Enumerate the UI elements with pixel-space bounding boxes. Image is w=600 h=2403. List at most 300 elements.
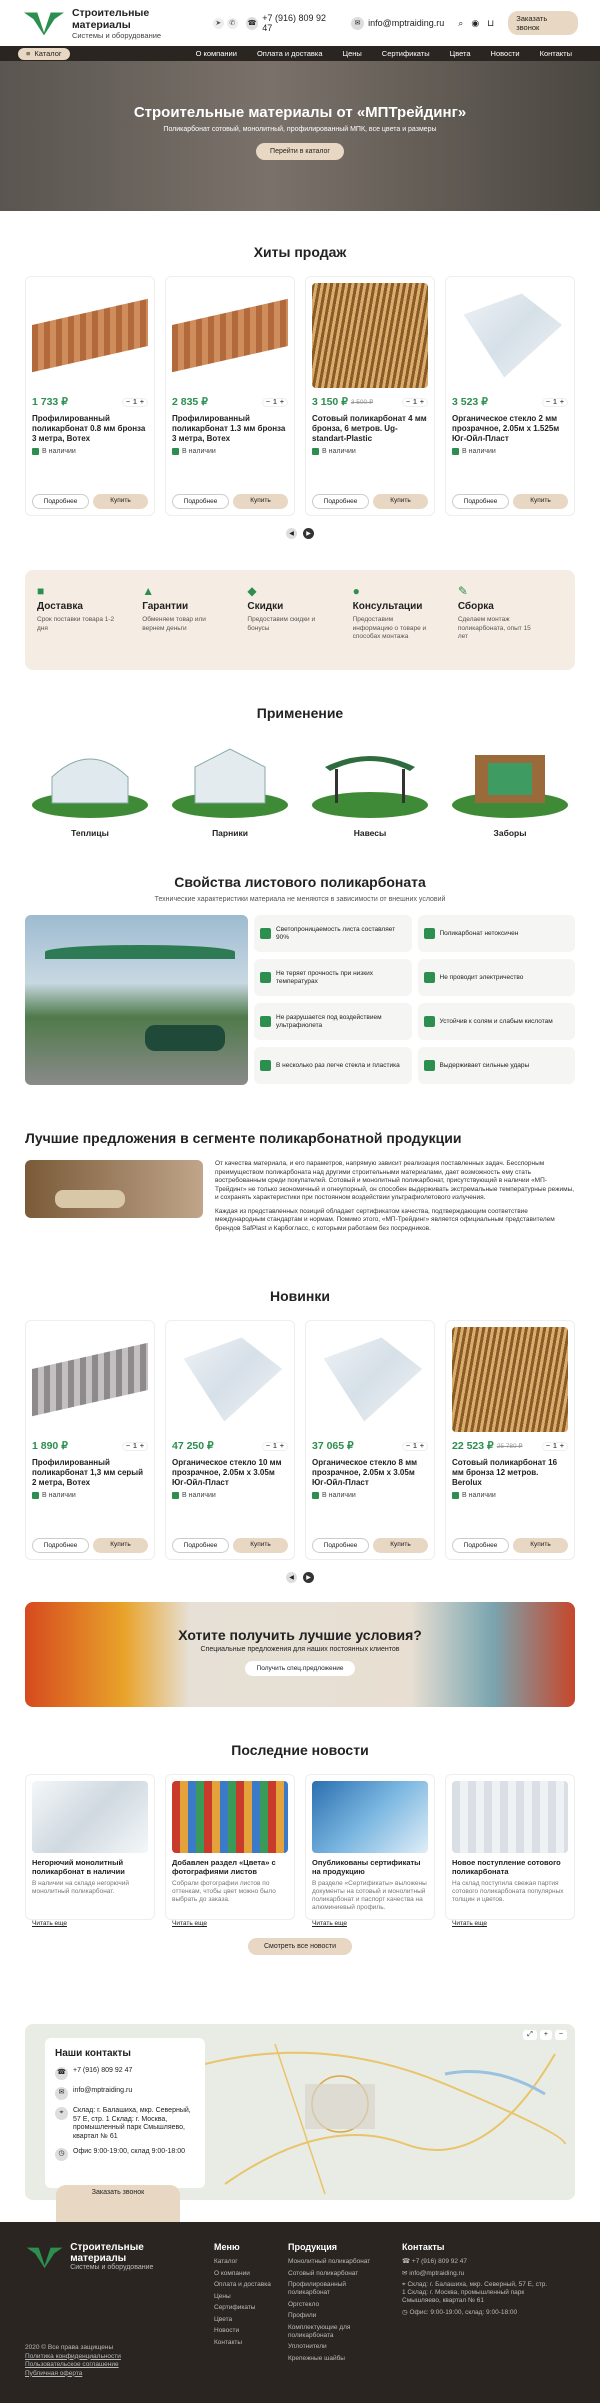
prev-arrow-icon[interactable]: ◀: [286, 528, 297, 539]
logo-title: Строительные материалы: [71, 6, 150, 31]
more-button[interactable]: Подробнее: [312, 1538, 369, 1553]
application-fences[interactable]: [450, 737, 570, 838]
plus-icon[interactable]: +: [279, 1442, 284, 1450]
minus-icon[interactable]: −: [545, 398, 550, 406]
header-phone[interactable]: [246, 13, 335, 33]
product-image: [172, 1327, 288, 1432]
product-price: 1 733 ₽: [32, 396, 68, 408]
next-arrow-icon[interactable]: ▶: [303, 1572, 314, 1583]
footer-product-link[interactable]: Сотовый поликарбонат: [288, 2269, 359, 2277]
more-button[interactable]: Подробнее: [452, 494, 509, 509]
news-card[interactable]: [305, 1774, 435, 1927]
email-text: info@mptraiding.ru: [368, 18, 445, 28]
plus-icon[interactable]: +: [139, 398, 144, 406]
news-card-text: В разделе «Сертификаты» выложены документы на сотовый и монолитный поликарбонат и паспорт качества на алюминиевый профиль.: [312, 1880, 427, 1911]
footer-address: [402, 2281, 552, 2305]
check-icon: [32, 1492, 39, 1499]
hits-slider-controls: [0, 528, 600, 539]
new-products-section: [0, 1288, 600, 1583]
quantity-value: 1: [413, 398, 417, 406]
search-icon[interactable]: ⌕: [458, 17, 464, 28]
product-card[interactable]: [445, 276, 575, 516]
minus-icon[interactable]: −: [265, 398, 270, 406]
callback-button[interactable]: Заказать звонок: [508, 11, 578, 35]
advantage-title: Гарантии: [142, 601, 189, 612]
main-nav: [0, 46, 600, 61]
buy-button[interactable]: Купить: [233, 1538, 288, 1553]
all-news-button[interactable]: Смотреть все новости: [248, 1938, 352, 1955]
advantage-text: Предоставим скидки и бонусы: [247, 616, 316, 632]
check-icon: [312, 1492, 319, 1499]
product-card[interactable]: [445, 1320, 575, 1560]
mail-icon: ✉: [351, 17, 364, 30]
footer-product-link[interactable]: Уплотнители: [288, 2343, 327, 2350]
footer-menu-link[interactable]: Новости: [214, 2327, 240, 2334]
clock-icon: ◷: [55, 2148, 68, 2161]
wrench-icon: ✎: [457, 584, 468, 598]
product-card[interactable]: [305, 276, 435, 516]
nav-link-about[interactable]: О компании: [195, 49, 237, 58]
hits-section: [0, 244, 600, 539]
contacts-address-text: Склад: г. Балашиха, мкр. Северный, 57 Е, стр. 1 Склад: г. Москва, промышленный парк Смышляево, квартал № 61: [73, 2107, 191, 2140]
hero-title: Строительные материалы от «МПТрейдинг»: [133, 104, 467, 121]
promo-title: Хотите получить лучшие условия?: [178, 1627, 422, 1643]
advantage-consultation: [353, 584, 458, 670]
nav-link-news[interactable]: Новости: [490, 49, 520, 58]
hero-catalog-button[interactable]: Перейти в каталог: [256, 143, 344, 160]
news-card-text: Собрали фотографии листов по оттенкам, чтобы цвет можно было выбрать до заказа.: [172, 1880, 276, 1903]
quantity-stepper[interactable]: [122, 1442, 148, 1451]
property-text: Поликарбонат нетоксичен: [439, 929, 519, 937]
minus-icon[interactable]: −: [125, 1442, 130, 1450]
quantity-value: 1: [413, 1442, 417, 1450]
product-old-price: 3 500 ₽: [350, 399, 374, 406]
footer-logo-icon: [25, 2245, 64, 2269]
phone-icon: ☎: [55, 2067, 68, 2080]
news-card-title[interactable]: Опубликованы сертификаты на продукцию: [312, 1858, 421, 1876]
footer-email[interactable]: [402, 2270, 552, 2278]
user-agreement-link[interactable]: Пользовательское соглашение: [25, 2361, 119, 2368]
hits-title: Хиты продаж: [253, 244, 347, 260]
plus-icon[interactable]: +: [559, 1442, 564, 1450]
feather-icon: [260, 1060, 271, 1071]
user-icon[interactable]: ◉: [471, 17, 480, 28]
promo-text: Специальные предложения для наших постоянных клиентов: [200, 1646, 400, 1653]
new-slider-controls: [0, 1572, 600, 1583]
property-item: [254, 1003, 412, 1040]
nav-link-certificates[interactable]: Сертификаты: [381, 49, 430, 58]
news-section: [0, 1742, 600, 1955]
location-icon: ⌖: [402, 2281, 408, 2288]
news-card-text: На склад поступила свежая партия сотового поликарбоната популярных толщин и цветов.: [452, 1880, 564, 1903]
footer-legal: [25, 2344, 121, 2378]
more-button[interactable]: Подробнее: [32, 494, 89, 509]
footer-menu-link[interactable]: Контакты: [214, 2338, 243, 2346]
application-label: Навесы: [353, 828, 387, 838]
quantity-value: 1: [273, 1442, 277, 1450]
news-image: [32, 1781, 148, 1853]
advantage-title: Доставка: [37, 601, 83, 612]
nav-link-colors[interactable]: Цвета: [449, 49, 471, 58]
property-text: Не теряет прочность при низких температурах: [276, 969, 373, 985]
contacts-phone[interactable]: [55, 2067, 195, 2080]
minus-icon[interactable]: −: [405, 398, 410, 406]
read-more-link[interactable]: Читать еще: [312, 1920, 348, 1927]
product-card[interactable]: [305, 1320, 435, 1560]
menu-icon: ≡: [26, 49, 31, 58]
product-image: [312, 1327, 428, 1432]
advantage-text: Обменяем товар или вернем деньги: [142, 616, 206, 632]
property-text: В несколько раз легче стекла и пластика: [276, 1061, 400, 1069]
minus-icon[interactable]: −: [125, 398, 130, 406]
map-fullscreen-icon[interactable]: ⤢: [523, 2030, 537, 2040]
applications-title: Применение: [256, 705, 344, 721]
contacts-email-text: info@mptraiding.ru: [73, 2087, 133, 2094]
contacts-title: Наши контакты: [55, 2048, 131, 2059]
application-label: Теплицы: [71, 828, 109, 838]
stock-status: В наличии: [462, 1492, 496, 1499]
property-text: Устойчив к солям и слабым кислотам: [439, 1017, 553, 1025]
buy-button[interactable]: Купить: [93, 494, 148, 509]
quantity-value: 1: [553, 398, 557, 406]
product-name[interactable]: Сотовый поликарбонат 4 мм бронза, 6 метров. Ug-standart-Plastic: [312, 414, 427, 443]
plus-icon[interactable]: +: [419, 398, 424, 406]
product-image: [172, 283, 288, 388]
footer-menu: [214, 2242, 274, 2366]
application-greenhouses[interactable]: [30, 737, 150, 838]
promo-button[interactable]: Получить спец.предложение: [245, 1661, 356, 1676]
news-image: [172, 1781, 288, 1853]
buy-button[interactable]: Купить: [373, 1538, 428, 1553]
clock-icon: ◷: [402, 2308, 410, 2316]
stock-status: В наличии: [42, 1492, 76, 1499]
contacts-address: [55, 2107, 195, 2141]
header-email[interactable]: [351, 17, 444, 30]
check-icon: [452, 448, 459, 455]
flask-icon: [424, 1016, 435, 1027]
property-item: [254, 1047, 412, 1084]
more-button[interactable]: Подробнее: [452, 1538, 509, 1553]
product-name[interactable]: Профилированный поликарбонат 1.3 мм бронза 3 метра, Boтex: [172, 414, 286, 443]
product-price: 3 523 ₽: [452, 396, 488, 408]
product-price: 37 065 ₽: [312, 1440, 354, 1452]
leaf-icon: [424, 928, 435, 939]
map-zoom-in-icon[interactable]: +: [540, 2030, 552, 2040]
new-title: Новинки: [270, 1288, 330, 1304]
footer-logo-subtitle: Системы и оборудование: [70, 2264, 154, 2271]
privacy-policy-link[interactable]: Политика конфиденциальности: [25, 2352, 121, 2360]
buy-button[interactable]: Купить: [233, 494, 288, 509]
application-label: Парники: [212, 828, 248, 838]
quantity-stepper[interactable]: [262, 1442, 288, 1451]
footer-menu-link[interactable]: Сертификаты: [214, 2304, 256, 2311]
news-card-title[interactable]: Негорючий монолитный поликарбонат в наличии: [32, 1858, 125, 1876]
contacts-phone-text: +7 (916) 809 92 47: [73, 2067, 133, 2074]
more-button[interactable]: Подробнее: [172, 1538, 229, 1553]
check-icon: [172, 1492, 179, 1499]
catalog-button[interactable]: [18, 48, 70, 60]
thumbs-up-icon: ▲: [142, 584, 155, 598]
property-text: Выдерживает сильные удары: [439, 1061, 530, 1069]
footer-hours-text: Офис: 9:00-19:00, склад: 9:00-18:00: [409, 2308, 518, 2316]
product-name[interactable]: Профилированный поликарбонат 0.8 мм бронза 3 метра, Boтex: [32, 414, 146, 443]
footer-product-link[interactable]: Оргстекло: [288, 2300, 320, 2308]
product-card[interactable]: [165, 1320, 295, 1560]
check-icon: [172, 448, 179, 455]
person-icon: ●: [352, 584, 360, 598]
cart-icon[interactable]: ⊔: [487, 17, 495, 28]
properties-section: [0, 874, 600, 1085]
product-image: [312, 283, 428, 388]
shield-icon: [260, 1016, 271, 1027]
stock-status: В наличии: [42, 448, 76, 455]
footer-product-link[interactable]: Монолитный поликарбонат: [288, 2258, 371, 2265]
stock-status: В наличии: [182, 448, 216, 455]
footer-menu-link[interactable]: О компании: [214, 2269, 250, 2277]
stock-status: В наличии: [462, 448, 496, 455]
contacts-hours-text: Офис 9:00-19:00, склад 9:00-18:00: [73, 2148, 186, 2155]
stock-status: В наличии: [322, 448, 356, 455]
prev-arrow-icon[interactable]: ◀: [286, 1572, 297, 1583]
canopy-car-photo: [25, 915, 248, 1085]
location-icon: ⌖: [55, 2107, 68, 2120]
buy-button[interactable]: Купить: [93, 1538, 148, 1553]
footer-product-link[interactable]: Комплектующие для поликарбоната: [288, 2323, 351, 2339]
check-icon: [32, 448, 39, 455]
footer-logo-title: Строительные материалы: [70, 2242, 144, 2264]
news-card-title[interactable]: Добавлен раздел «Цвета» с фотографиями листов: [172, 1858, 276, 1876]
quantity-stepper[interactable]: [262, 398, 288, 407]
advantage-title: Скидки: [247, 601, 284, 612]
telegram-icon[interactable]: ➤: [213, 18, 224, 29]
phone-icon: ☎: [246, 17, 258, 30]
advantage-title: Сборка: [457, 601, 494, 612]
property-item: [254, 915, 412, 952]
nav-link-prices[interactable]: Цены: [342, 49, 362, 58]
quantity-value: 1: [133, 398, 137, 406]
advantage-text: Срок поставки товара 1-2 дня: [37, 616, 115, 632]
phone-icon: ☎: [402, 2258, 412, 2265]
property-item: [418, 1003, 576, 1040]
news-card-text: В наличии на складе негорючий монолитный поликарбонат.: [32, 1880, 130, 1895]
quantity-stepper[interactable]: [542, 1442, 568, 1451]
applications-section: [0, 705, 600, 838]
footer-phone[interactable]: [402, 2258, 552, 2266]
hammer-icon: [424, 1060, 435, 1071]
next-arrow-icon[interactable]: ▶: [303, 528, 314, 539]
stock-status: В наличии: [322, 1492, 356, 1499]
quantity-value: 1: [273, 398, 277, 406]
quantity-value: 1: [133, 1442, 137, 1450]
map-section[interactable]: [25, 2024, 575, 2200]
product-card[interactable]: [25, 276, 155, 516]
quantity-stepper[interactable]: [402, 398, 428, 407]
tag-icon: ◆: [247, 584, 257, 598]
public-offer-link[interactable]: Публичная оферта: [25, 2369, 83, 2377]
nav-link-payment[interactable]: Оплата и доставка: [256, 49, 323, 58]
contacts-callback-button[interactable]: Заказать звонок: [56, 2185, 180, 2403]
product-name[interactable]: Органическое стекло 10 мм прозрачное, 2.05м х 3.05м Юг-Ойл-Пласт: [172, 1458, 282, 1487]
footer-phone-text: +7 (916) 809 92 47: [411, 2258, 468, 2265]
product-name[interactable]: Сотовый поликарбонат 16 мм бронза 12 метров. Berolux: [452, 1458, 558, 1487]
footer-product-link[interactable]: Крепежные шайбы: [288, 2354, 345, 2362]
application-hotbeds[interactable]: [170, 737, 290, 838]
fence-image: [450, 737, 570, 819]
minus-icon[interactable]: −: [405, 1442, 410, 1450]
footer-product-link[interactable]: Профилированный поликарбонат: [288, 2281, 347, 2296]
product-image: [32, 1327, 148, 1432]
footer-address-text: Склад: г. Балашиха, мкр. Северный, 57 Е, стр. 1 Склад: г. Москва, промышленный парк Смышляево, квартал № 61: [402, 2281, 548, 2304]
footer: [0, 2222, 600, 2403]
advantage-delivery: [37, 584, 142, 670]
best-paragraph-2: Каждая из представленных позиций обладает сертификатом качества, подтверждающим соответствие международным стандартам и нормам. Помимо этого, «МП-Трейдинг» является официальным представителем брендов SafPlast и Карбогласс, с которыми работаем без посредников.: [215, 1207, 555, 1232]
quantity-stepper[interactable]: [402, 1442, 428, 1451]
contacts-card: [45, 2038, 205, 2188]
product-image: [32, 283, 148, 388]
footer-product-link[interactable]: Профили: [288, 2312, 317, 2319]
logo-icon: [22, 9, 66, 37]
product-image: [452, 283, 568, 388]
minus-icon[interactable]: −: [545, 1442, 550, 1450]
best-offers-section: [0, 1130, 600, 1238]
map-controls: [523, 2030, 567, 2040]
header: [0, 0, 600, 46]
property-item: [418, 915, 576, 952]
advantage-discounts: [247, 584, 352, 670]
mail-icon: ✉: [402, 2269, 410, 2277]
minus-icon[interactable]: −: [265, 1442, 270, 1450]
advantage-text: Предоставим информацию о товаре и способах монтажа: [352, 616, 427, 640]
news-card[interactable]: [25, 1774, 155, 1927]
hotbed-image: [170, 737, 290, 819]
advantage-guarantee: [142, 584, 247, 670]
best-title: Лучшие предложения в сегменте поликарбонатной продукции: [25, 1130, 462, 1146]
promo-banner: [25, 1602, 575, 1707]
properties-subtitle: Технические характеристики материала не меняются в зависимости от внешних условий: [154, 896, 446, 903]
quantity-stepper[interactable]: [122, 398, 148, 407]
read-more-link[interactable]: Читать еще: [32, 1920, 68, 1927]
property-item: [254, 959, 412, 996]
footer-products: [288, 2242, 388, 2366]
product-card[interactable]: [25, 1320, 155, 1560]
product-image: [452, 1327, 568, 1432]
hero-banner: [0, 61, 600, 211]
footer-menu-link[interactable]: Цены: [214, 2292, 231, 2300]
footer-contacts: [402, 2242, 552, 2366]
news-card-title[interactable]: Новое поступление сотового поликарбоната: [452, 1858, 561, 1876]
property-text: Не разрушается под воздействием ультрафиолета: [276, 1013, 382, 1029]
news-image: [452, 1781, 568, 1853]
truck-icon: ■: [37, 584, 45, 598]
plus-icon[interactable]: +: [559, 398, 564, 406]
property-text: Не проводит электричество: [439, 973, 524, 981]
catalog-label: Каталог: [34, 49, 62, 58]
more-button[interactable]: Подробнее: [312, 494, 369, 509]
check-icon: [452, 1492, 459, 1499]
footer-hours: [402, 2309, 552, 2317]
read-more-link[interactable]: Читать еще: [172, 1920, 208, 1927]
news-card[interactable]: [165, 1774, 295, 1927]
application-canopies[interactable]: [310, 737, 430, 838]
check-icon: [312, 448, 319, 455]
plus-icon[interactable]: +: [139, 1442, 144, 1450]
best-offers-photo: [25, 1160, 203, 1218]
nav-links: [196, 49, 572, 58]
product-price: 3 150 ₽: [312, 396, 348, 408]
footer-contacts-title: Контакты: [402, 2242, 445, 2252]
footer-menu-link[interactable]: Каталог: [214, 2258, 238, 2265]
plus-icon[interactable]: +: [279, 398, 284, 406]
plus-icon[interactable]: +: [419, 1442, 424, 1450]
contacts-hours: [55, 2148, 195, 2161]
property-item: [418, 959, 576, 996]
product-name[interactable]: Органическое стекло 8 мм прозрачное, 2.05м х 3.05м Юг-Ойл-Пласт: [312, 1458, 418, 1487]
advantage-assembly: [458, 584, 563, 670]
nav-link-contacts[interactable]: Контакты: [539, 49, 572, 58]
advantage-title: Консультации: [352, 601, 423, 612]
news-title: Последние новости: [231, 1742, 369, 1758]
product-price: 22 523 ₽: [452, 1440, 494, 1452]
best-paragraph-1: От качества материала, и его параметров, напрямую зависит реализация поставленных задач. Бесспорным преимуществом поликарбоната над другими строительными материалами, дает возможность ему стать востребованным среди покупателей. Сотовый и монолитный поликарбонат, присутствующий в наличии «МП-Трейдинг» не только экономичный и огнеупорный, он способен выдерживать экстремальные температурные режимы, и сохранять характеристики при постоянном воздействии ультрафиолетового излучения.: [215, 1160, 575, 1201]
application-label: Заборы: [493, 828, 527, 838]
product-card[interactable]: [165, 276, 295, 516]
lightning-icon: [424, 972, 435, 983]
buy-button[interactable]: Купить: [513, 494, 568, 509]
advantage-text: Сделаем монтаж поликарбоната, опыт 15 лет: [457, 616, 531, 640]
map-zoom-out-icon[interactable]: −: [555, 2030, 567, 2040]
quantity-value: 1: [553, 1442, 557, 1450]
whatsapp-icon[interactable]: ✆: [227, 18, 238, 29]
more-button[interactable]: Подробнее: [32, 1538, 89, 1553]
footer-menu-link[interactable]: Цвета: [214, 2315, 233, 2323]
footer-menu-link[interactable]: Оплата и доставка: [214, 2281, 271, 2288]
more-button[interactable]: Подробнее: [172, 494, 229, 509]
product-old-price: 25 780 ₽: [496, 1443, 523, 1450]
properties-title: Свойства листового поликарбоната: [174, 874, 426, 890]
product-price: 1 890 ₽: [32, 1440, 68, 1452]
footer-products-title: Продукция: [288, 2242, 337, 2252]
news-card[interactable]: [445, 1774, 575, 1927]
advantages-block: [25, 570, 575, 670]
social-links: [213, 18, 238, 29]
quantity-stepper[interactable]: [542, 398, 568, 407]
read-more-link[interactable]: Читать еще: [452, 1920, 488, 1927]
canopy-image: [310, 737, 430, 819]
product-price: 47 250 ₽: [172, 1440, 214, 1452]
phone-text: +7 (916) 809 92 47: [262, 13, 327, 33]
hits-cards: [0, 276, 600, 516]
stock-status: В наличии: [182, 1492, 216, 1499]
copyright: 2020 © Все права защищены: [25, 2344, 114, 2351]
logo-subtitle: Системы и оборудование: [71, 30, 162, 40]
footer-menu-title: Меню: [214, 2242, 240, 2252]
greenhouse-image: [30, 737, 150, 819]
product-name[interactable]: Профилированный поликарбонат 1,3 мм серый 2 метра, Boтex: [32, 1458, 144, 1487]
footer-email-text: info@mptraiding.ru: [409, 2269, 465, 2277]
sun-icon: [260, 928, 271, 939]
buy-button[interactable]: Купить: [373, 494, 428, 509]
news-image: [312, 1781, 428, 1853]
hero-subtitle: Поликарбонат сотовый, монолитный, профилированный МПК, все цвета и размеры: [163, 126, 437, 133]
logo[interactable]: [22, 7, 205, 40]
contacts-email[interactable]: [55, 2087, 195, 2100]
property-text: Светопроницаемость листа составляет 90%: [276, 925, 396, 941]
snowflake-icon: [260, 972, 271, 983]
product-name[interactable]: Органическое стекло 2 мм прозрачное, 2.05м х 1.525м Юг-Ойл-Пласт: [452, 414, 560, 443]
mail-icon: ✉: [55, 2087, 68, 2100]
property-item: [418, 1047, 576, 1084]
buy-button[interactable]: Купить: [513, 1538, 568, 1553]
